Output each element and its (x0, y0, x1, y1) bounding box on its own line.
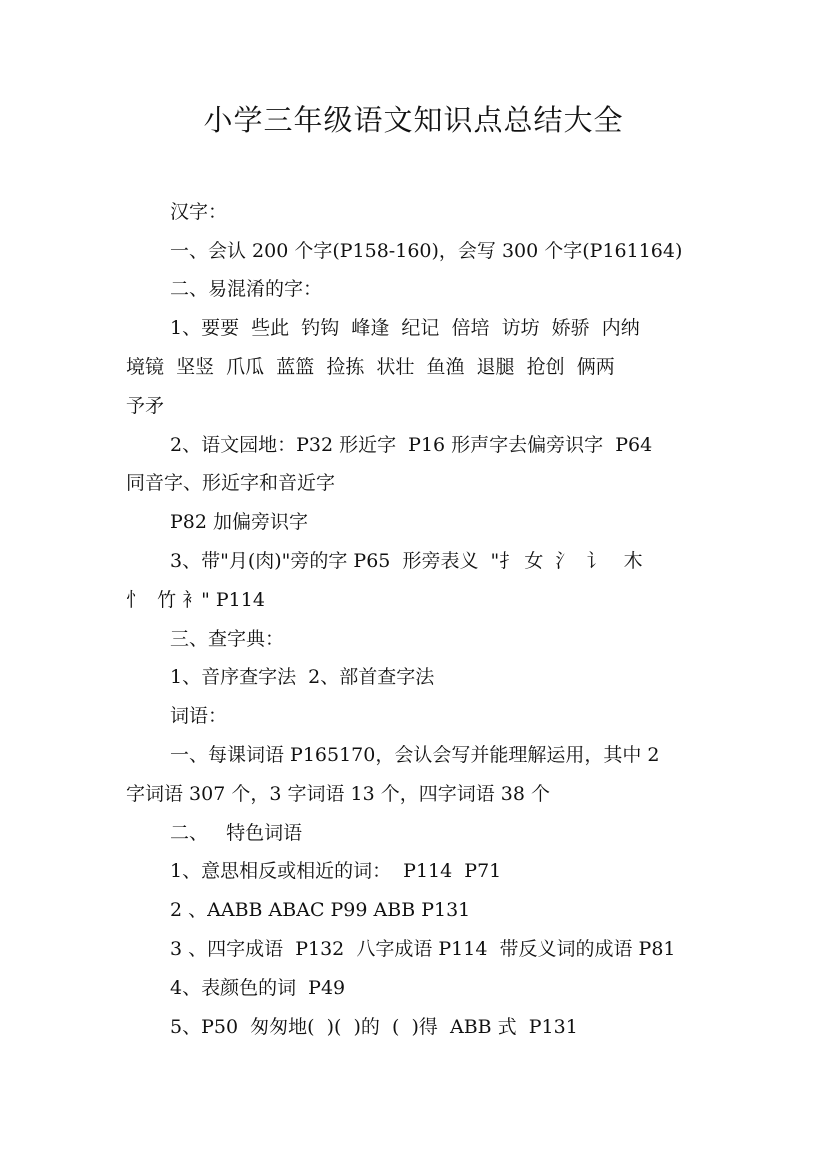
subheading-dictionary: 三、查字典： (170, 628, 285, 650)
text-line-homophones: 同音字、形近字和音近字 (126, 472, 336, 494)
text-line-lookup-methods: 1、音序查字法 2、部首查字法 (170, 666, 435, 688)
text-line-recognize-write: 一、会认 200 个字(P158-160)，会写 300 个字(P161164) (170, 240, 683, 262)
text-line-radicals-cont: 忄 竹 衤" P114 (126, 589, 265, 611)
text-line-confusing-list-2: 境镜 坚竖 爪瓜 蓝篮 捡拣 状壮 鱼渔 退腿 抢创 俩两 (126, 356, 615, 378)
subheading-special-words: 二、 特色词语 (170, 822, 303, 844)
text-line-lesson-words: 一、每课词语 P165170，会认会写并能理解运用，其中 2 (170, 744, 660, 766)
text-line-radicals: 3、带"月(肉)"旁的字 P65 形旁表义 "扌 女 氵 讠 木 (170, 550, 643, 572)
text-line-antonyms-synonyms: 1、意思相反或相近的词： P114 P71 (170, 860, 502, 882)
text-line-confusing-list-3: 予矛 (126, 395, 165, 417)
text-line-idioms: 3 、四字成语 P132 八字成语 P114 带反义词的成语 P81 (170, 938, 676, 960)
text-line-fill-blanks: 5、P50 匆匆地( )( )的 ( )得 ABB 式 P131 (170, 1016, 578, 1038)
text-line-p82: P82 加偏旁识字 (170, 511, 309, 533)
text-line-yuwen-yuandi: 2、语文园地：P32 形近字 P16 形声字去偏旁识字 P64 (170, 434, 653, 456)
section-heading-ciyu: 词语： (170, 705, 228, 727)
page-title: 小学三年级语文知识点总结大全 (203, 103, 624, 137)
text-line-word-patterns: 2 、AABB ABAC P99 ABB P131 (170, 899, 471, 921)
subheading-confusing-chars: 二、易混淆的字： (170, 278, 323, 300)
text-line-color-words: 4、表颜色的词 P49 (170, 977, 346, 999)
text-line-lesson-words-cont: 字词语 307 个，3 字词语 13 个，四字词语 38 个 (126, 783, 550, 805)
section-heading-hanzi: 汉字： (170, 201, 228, 223)
text-line-confusing-list-1: 1、要要 些此 钓钩 峰逢 纪记 倍培 访坊 娇骄 内纳 (170, 317, 640, 339)
